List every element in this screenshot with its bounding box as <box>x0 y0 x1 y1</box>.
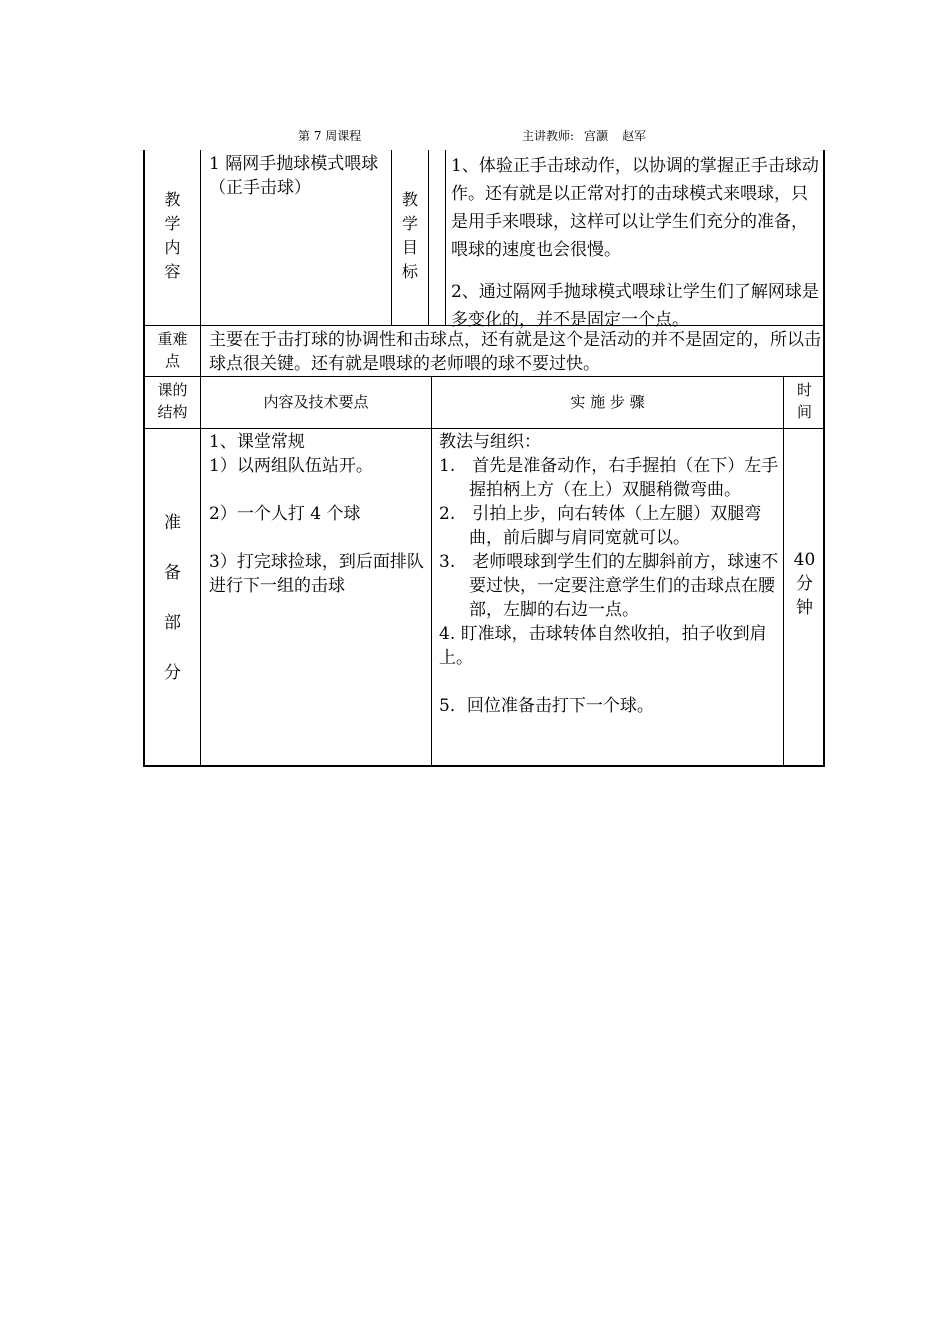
col-steps: 实 施 步 骤 <box>570 393 645 411</box>
step-1: 1. 首先是准备动作，右手握拍（在下）左手握拍柄上方（在上）双腿稍微弯曲。 <box>439 456 779 500</box>
lesson-plan-table <box>143 150 825 767</box>
time-value: 40 分 钟 <box>793 550 816 618</box>
teacher-line <box>522 127 646 144</box>
step-2: 2. 引拍上步，向右转体（上左腿）双腿弯曲，前后脚与肩同宽就可以。 <box>439 504 762 548</box>
goal-2: 2、通过隔网手抛球模式喂球让学生们了解网球是多变化的，并不是固定一个点。 <box>451 282 819 330</box>
label-teaching-content: 教 学 内 容 <box>164 190 181 281</box>
teaching-content: 1 隔网手抛球模式喂球 （正手击球） <box>209 154 379 198</box>
content-points <box>209 430 427 598</box>
key-difficulty-text: 主要在于击打球的协调性和击球点，还有就是这个是活动的并不是固定的，所以击球点很关键。还有就是喂球的老师喂的球不要过快。 <box>209 330 821 374</box>
teacher-label: 主讲教师: <box>522 129 575 143</box>
col-time: 时 间 <box>796 381 812 421</box>
step-3: 3. 老师喂球到学生们的左脚斜前方，球速不要过快，一定要注意学生们的击球点在腰部，左脚的右边一点。 <box>439 552 779 620</box>
steps-title: 教法与组织： <box>439 432 541 452</box>
implementation-steps <box>439 430 779 718</box>
week-label: 第 7 周课程 <box>298 129 362 143</box>
teacher-name-2: 赵军 <box>622 129 647 143</box>
step-5: 5．回位准备击打下一个球。 <box>439 696 654 716</box>
label-teaching-goal: 教 学 目 标 <box>401 190 418 281</box>
label-structure: 课的 结构 <box>157 381 188 421</box>
step-4: 4. 盯准球，击球转体自然收拍，拍子收到肩上。 <box>439 624 767 668</box>
point-2: 1）以两组队伍站开。 <box>209 456 373 476</box>
teacher-name-1: 宫灏 <box>584 129 609 143</box>
point-1: 1、课堂常规 <box>209 432 305 452</box>
point-3: 2）一个人打 4 个球 <box>209 504 361 524</box>
point-4: 3）打完球捡球，到后面排队进行下一组的击球 <box>209 552 424 596</box>
teaching-goals <box>451 152 821 334</box>
label-key-difficulty: 重难 点 <box>157 330 188 370</box>
goal-1: 1、体验正手击球动作，以协调的掌握正手击球动作。还有就是以正常对打的击球模式来喂球，只是用手来喂球，这样可以让学生们充分的准备，喂球的速度也会很慢。 <box>451 156 819 260</box>
label-preparation: 准 备 部 分 <box>164 513 181 683</box>
col-content-points: 内容及技术要点 <box>263 393 369 411</box>
